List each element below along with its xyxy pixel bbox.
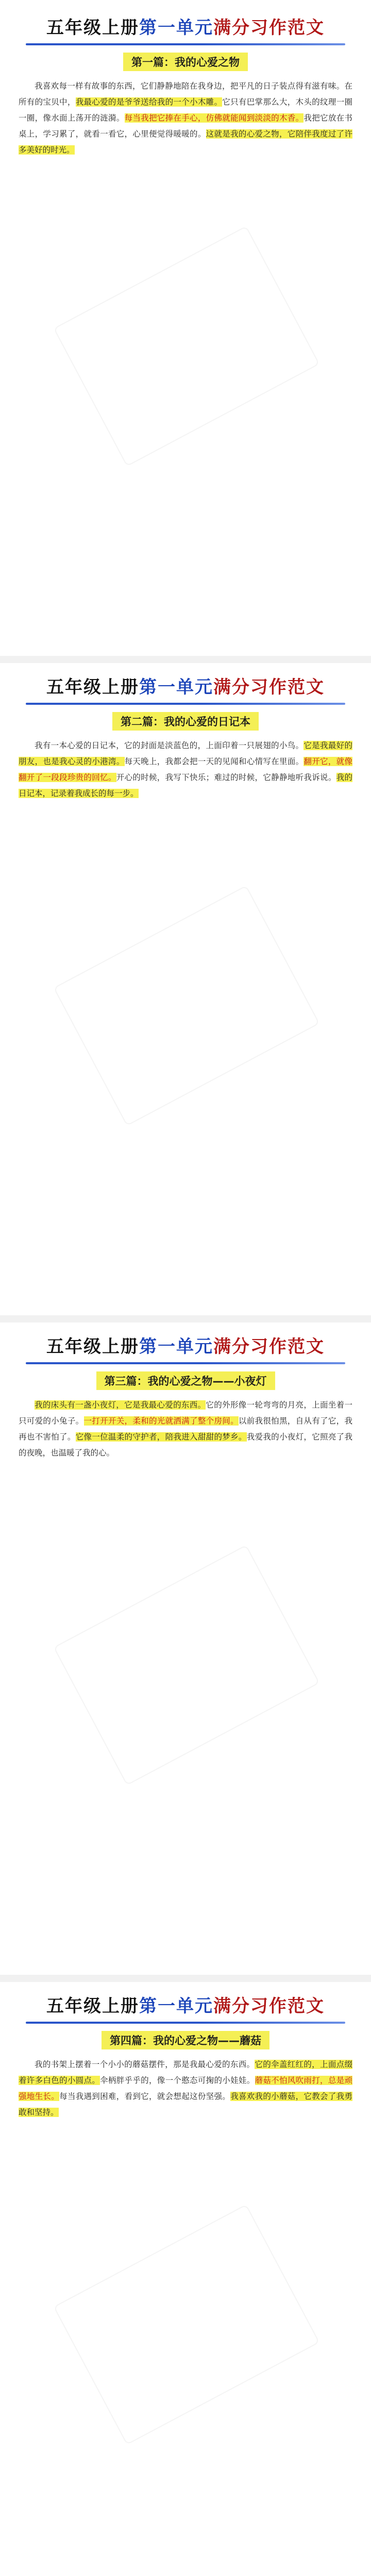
section-title-left: 五年级上册 — [46, 677, 139, 698]
essay-title-text: 第三篇：我的心爱之物——小夜灯 — [96, 1371, 275, 1390]
section-title-mid: 第一单元 — [139, 677, 213, 698]
section-title-right: 满分习作范文 — [213, 1336, 325, 1357]
sentence-plain: 我把它放在书桌上，学习累了，就看一看它，心里便觉得暖暖的。 — [19, 113, 352, 139]
sentence-plain: 在所有的宝贝中， — [19, 81, 352, 107]
sentence-highlight: 我喜欢我的小蘑菇，它教会了我勇敢和坚持。 — [19, 2092, 352, 2117]
essay-section — [0, 1319, 371, 1978]
section-title-mid: 第一单元 — [139, 18, 213, 38]
sentence-plain: 我爱我的小夜灯，它照亮了我的夜晚，也温暖了我的心。 — [19, 1432, 352, 1458]
essay-body — [19, 2057, 352, 2121]
sentence-plain: 开心的时候，我写下快乐；难过的时候，它静静地听我诉说。 — [116, 773, 336, 782]
section-title — [19, 1334, 352, 1359]
title-underline — [26, 1362, 345, 1364]
sentence-highlight: 它是我最好的朋友，也是我心灵的小港湾。 — [19, 741, 352, 766]
sentence-highlight: 蘑菇不怕风吹雨打，总是顽强地生长。 — [19, 2076, 352, 2101]
watermark — [53, 226, 319, 466]
title-underline — [26, 2022, 345, 2024]
essay-body — [19, 738, 352, 802]
title-underline — [26, 43, 345, 45]
title-underline — [26, 703, 345, 705]
sentence-plain: 我有一本心爱的日记本，它的封面是淡蓝色的，上面印着一只展翅的小鸟。 — [35, 741, 304, 750]
essay-body — [19, 1397, 352, 1461]
sentence-plain: 我喜欢每一样有故事的东西，它们静静地陪在我身边，把平凡的日子装点得有滋有味。 — [35, 81, 345, 91]
essay-title — [19, 2031, 352, 2049]
section-title-right: 满分习作范文 — [213, 1996, 325, 2016]
section-title — [19, 1994, 352, 2019]
sentence-highlight: 它像一位温柔的守护者，陪我进入甜甜的梦乡。 — [75, 1432, 247, 1442]
essay-body — [19, 78, 352, 158]
section-title-left: 五年级上册 — [46, 1336, 139, 1357]
essay-section — [0, 1978, 371, 2576]
sentence-plain: 它的外形像一轮弯弯的月亮，上面坐着一只可爱的小兔子。 — [19, 1400, 352, 1426]
sentence-highlight: 这就是我的心爱之物，它陪伴我度过了许多美好的时光。 — [19, 129, 352, 155]
sentence-highlight: 我的床头有一盏小夜灯，它是我最心爱的东西。 — [35, 1400, 206, 1410]
sentence-highlight: 它的伞盖红红的，上面点缀着许多白色的小圆点。 — [19, 2060, 352, 2085]
essay-title — [19, 712, 352, 731]
essay-title — [19, 1371, 352, 1390]
sentence-plain: 它只有巴掌那么大，木头的纹理一圈一圈，像水面上荡开的涟漪。 — [19, 97, 352, 123]
section-title-right: 满分习作范文 — [213, 677, 325, 698]
sentence-plain: 每天晚上，我都会把一天的见闻和心情写在里面。 — [124, 757, 304, 766]
essay-section — [0, 659, 371, 1319]
essay-title-text: 第二篇：我的心爱的日记本 — [112, 712, 259, 731]
essay-paragraph — [19, 1397, 352, 1461]
section-title-right: 满分习作范文 — [213, 18, 325, 38]
essay-paragraph — [19, 78, 352, 158]
sentence-highlight: 一打开开关，柔和的光就洒满了整个房间。 — [83, 1416, 239, 1426]
section-title-mid: 第一单元 — [139, 1996, 213, 2016]
section-title-left: 五年级上册 — [46, 18, 139, 38]
essay-title-text: 第四篇：我的心爱之物——蘑菇 — [102, 2031, 269, 2049]
section-title — [19, 675, 352, 700]
sentence-highlight: 我的日记本，记录着我成长的每一步。 — [19, 773, 352, 798]
watermark — [53, 2204, 319, 2445]
essay-paragraph — [19, 738, 352, 802]
watermark — [53, 885, 319, 1126]
sentence-plain: 我的书架上摆着一个小小的蘑菇摆件，那是我最心爱的东西。 — [35, 2060, 255, 2069]
section-title-mid: 第一单元 — [139, 1336, 213, 1357]
section-title-left: 五年级上册 — [46, 1996, 139, 2016]
sentence-highlight: 每当我把它捧在手心，仿佛就能闻到淡淡的木香。 — [124, 113, 304, 123]
essay-title-text: 第一篇：我的心爱之物 — [123, 53, 248, 71]
essay-paragraph — [19, 2057, 352, 2121]
essay-section — [0, 0, 371, 659]
watermark — [53, 1545, 319, 1785]
essay-title — [19, 53, 352, 71]
sentence-plain: 伞柄胖乎乎的，像一个憨态可掬的小娃娃。 — [100, 2076, 255, 2085]
sentence-plain: 以前我很怕黑，自从有了它，我再也不害怕了。 — [19, 1416, 352, 1442]
sentence-highlight: 翻开它，就像翻开了一段段珍贵的回忆。 — [19, 757, 352, 782]
sentence-highlight: 我最心爱的是爷爷送给我的一个小木雕。 — [75, 97, 223, 107]
sentence-plain: 每当我遇到困难，看到它，就会想起这份坚强。 — [59, 2092, 231, 2101]
section-title — [19, 15, 352, 40]
